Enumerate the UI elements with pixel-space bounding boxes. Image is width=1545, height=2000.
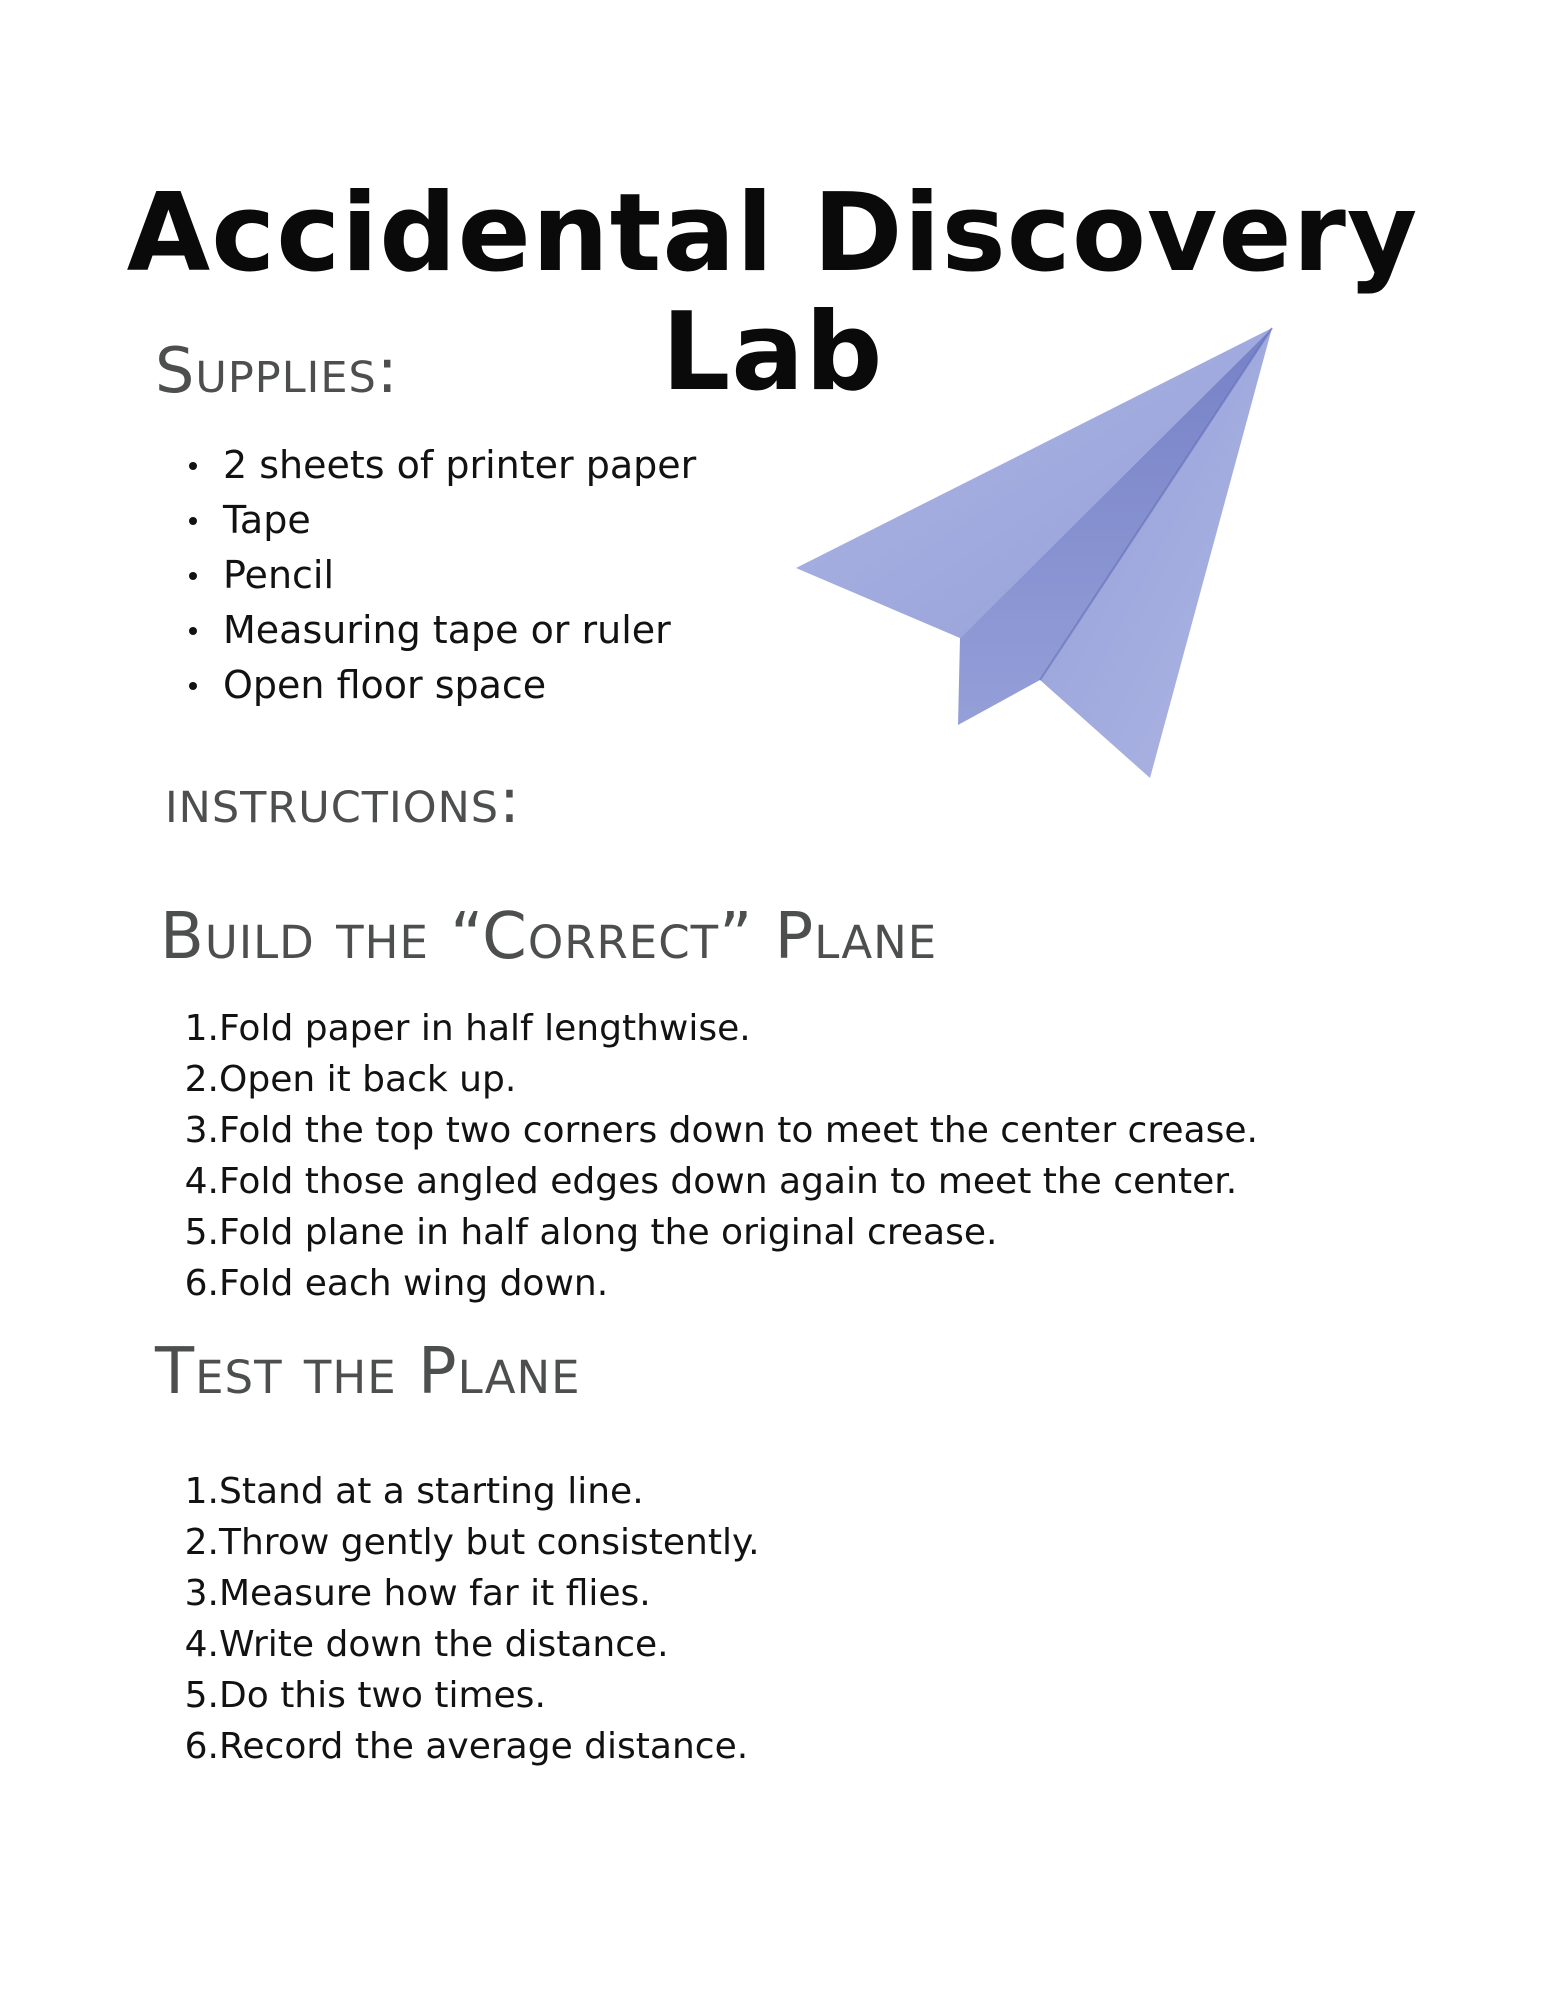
instructions-heading: instructions: (165, 764, 521, 837)
step-text: Fold each wing down. (219, 1263, 609, 1304)
step-text: Do this two times. (219, 1675, 546, 1716)
step-text: Fold the top two corners down to meet the center crease. (219, 1110, 1258, 1151)
step-text: Record the average distance. (219, 1726, 749, 1767)
step-number: 5. (184, 1675, 219, 1716)
list-item (185, 658, 696, 713)
step-number: 4. (184, 1624, 219, 1665)
bullet-icon (189, 627, 197, 635)
step-number: 1. (184, 1008, 219, 1049)
page-title: Accidental Discovery Lab (126, 171, 1419, 415)
bullet-icon (189, 517, 197, 525)
supply-label: Pencil (223, 553, 335, 597)
list-item (175, 1466, 760, 1517)
step-text: Open it back up. (219, 1059, 517, 1100)
supplies-heading: Supplies: (155, 334, 399, 407)
supply-label: Open floor space (223, 663, 547, 707)
supplies-list (185, 438, 696, 713)
step-number: 1. (184, 1471, 219, 1512)
list-item (175, 1517, 760, 1568)
paper-plane-icon (790, 320, 1280, 790)
list-item (175, 1568, 760, 1619)
supply-label: Measuring tape or ruler (223, 608, 671, 652)
bullet-icon (189, 572, 197, 580)
supply-label: 2 sheets of printer paper (223, 443, 697, 487)
list-item (185, 493, 696, 548)
bullet-icon (189, 682, 197, 690)
list-item (175, 1670, 760, 1721)
list-item (175, 1156, 1258, 1207)
step-text: Stand at a starting line. (219, 1471, 644, 1512)
step-text: Measure how far it flies. (219, 1573, 651, 1614)
step-number: 2. (184, 1059, 219, 1100)
list-item (175, 1619, 760, 1670)
step-text: Fold those angled edges down again to meet the center. (219, 1161, 1238, 1202)
step-number: 2. (184, 1522, 219, 1563)
test-heading: Test the Plane (155, 1335, 581, 1409)
build-steps-list (175, 1003, 1258, 1309)
step-text: Fold plane in half along the original crease. (219, 1212, 998, 1253)
test-steps-list (175, 1466, 760, 1772)
step-number: 5. (184, 1212, 219, 1253)
step-number: 3. (184, 1573, 219, 1614)
list-item (185, 438, 696, 493)
list-item (175, 1258, 1258, 1309)
step-number: 6. (184, 1263, 219, 1304)
step-number: 3. (184, 1110, 219, 1151)
step-text: Throw gently but consistently. (219, 1522, 760, 1563)
list-item (175, 1721, 760, 1772)
list-item (185, 548, 696, 603)
list-item (185, 603, 696, 658)
list-item (175, 1054, 1258, 1105)
step-text: Write down the distance. (219, 1624, 669, 1665)
supply-label: Tape (223, 498, 311, 542)
list-item (175, 1003, 1258, 1054)
bullet-icon (189, 462, 197, 470)
step-text: Fold paper in half lengthwise. (219, 1008, 751, 1049)
build-heading: Build the “Correct” Plane (160, 900, 938, 974)
list-item (175, 1105, 1258, 1156)
step-number: 4. (184, 1161, 219, 1202)
list-item (175, 1207, 1258, 1258)
step-number: 6. (184, 1726, 219, 1767)
